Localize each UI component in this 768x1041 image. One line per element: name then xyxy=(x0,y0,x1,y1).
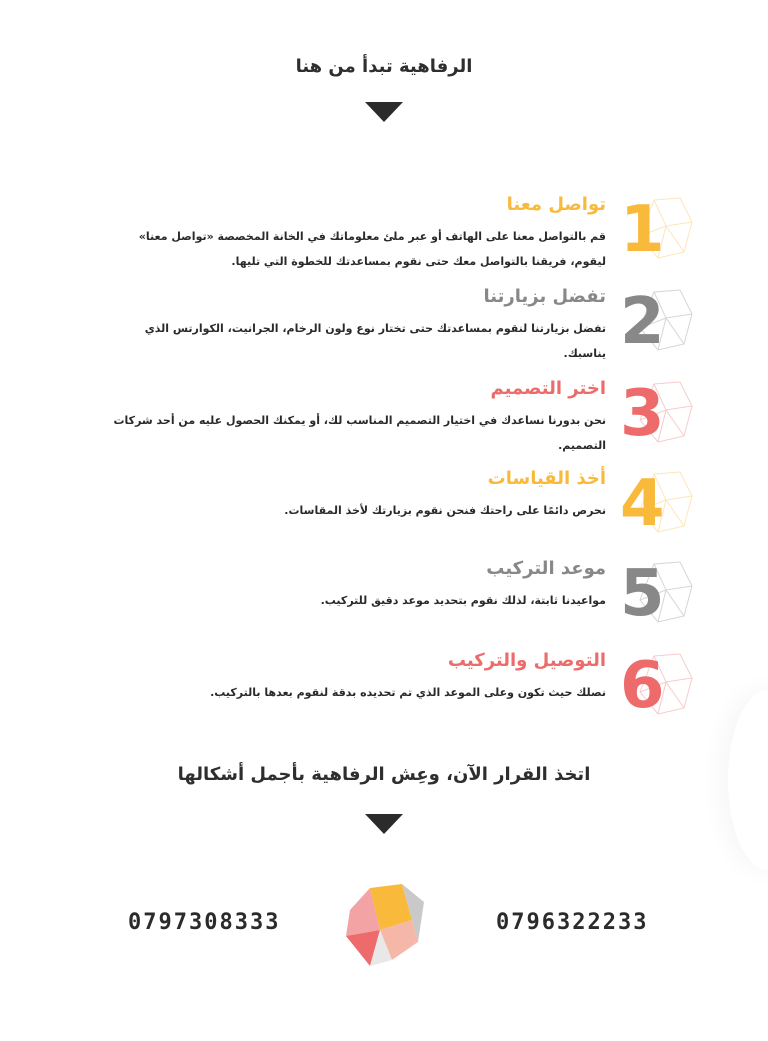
step-description: قم بالتواصل معنا على الهاتف أو عبر ملئ معلوماتك في الخانة المخصصة «تواصل معنا» ليقوم، فريقنا بالتواصل معك حتى نقوم بمساعدتك للخطوة التي تليها. xyxy=(138,230,606,268)
step-title: التوصيل والتركيب xyxy=(447,650,606,671)
step-title: تواصل معنا xyxy=(506,194,606,215)
step-item xyxy=(0,467,768,550)
step-item xyxy=(0,649,768,732)
step-number: 6 xyxy=(620,649,665,723)
step-description: نحرص دائمًا على راحتك فنحن نقوم بزيارتك لأخذ المقاسات. xyxy=(284,504,606,517)
step-description: تفضل بزيارتنا لنقوم بمساعدتك حتى تختار نوع ولون الرخام، الجرانيت، الكوارتس الذي يناسبك. xyxy=(144,322,606,360)
arrow-down-icon xyxy=(365,814,403,834)
step-description: نحن بدورنا نساعدك في اختيار التصميم المناسب لك، أو يمكنك الحصول عليه من أحد شركات التصميم. xyxy=(113,414,606,452)
phone-number-right[interactable]: 0796322233 xyxy=(496,910,649,935)
step-title: اختر التصميم xyxy=(490,378,606,399)
top-headline: الرفاهية تبدأ من هنا xyxy=(295,56,473,77)
step-number: 5 xyxy=(620,557,665,631)
step-title: تفضل بزيارتنا xyxy=(483,286,606,307)
step-number: 2 xyxy=(620,285,665,359)
step-item xyxy=(0,193,768,276)
step-description: مواعيدنا ثابتة، لذلك نقوم بتحديد موعد دقيق للتركيب. xyxy=(320,594,606,607)
step-number: 1 xyxy=(620,193,665,267)
step-item xyxy=(0,285,768,368)
step-description: نصلك حيث تكون وعلى الموعد الذي تم تحديده بدقة لنقوم بعدها بالتركيب. xyxy=(210,686,606,699)
phone-number-left[interactable]: 0797308333 xyxy=(128,910,281,935)
bottom-headline: اتخذ القرار الآن، وعِش الرفاهية بأجمل أشكالها xyxy=(177,764,591,785)
gem-logo-icon xyxy=(340,880,430,970)
step-title: أخذ القياسات xyxy=(487,468,606,489)
step-item xyxy=(0,377,768,460)
step-number: 3 xyxy=(620,377,665,451)
step-item xyxy=(0,557,768,640)
arrow-down-icon xyxy=(365,102,403,122)
step-number: 4 xyxy=(620,467,665,541)
step-title: موعد التركيب xyxy=(486,558,606,579)
